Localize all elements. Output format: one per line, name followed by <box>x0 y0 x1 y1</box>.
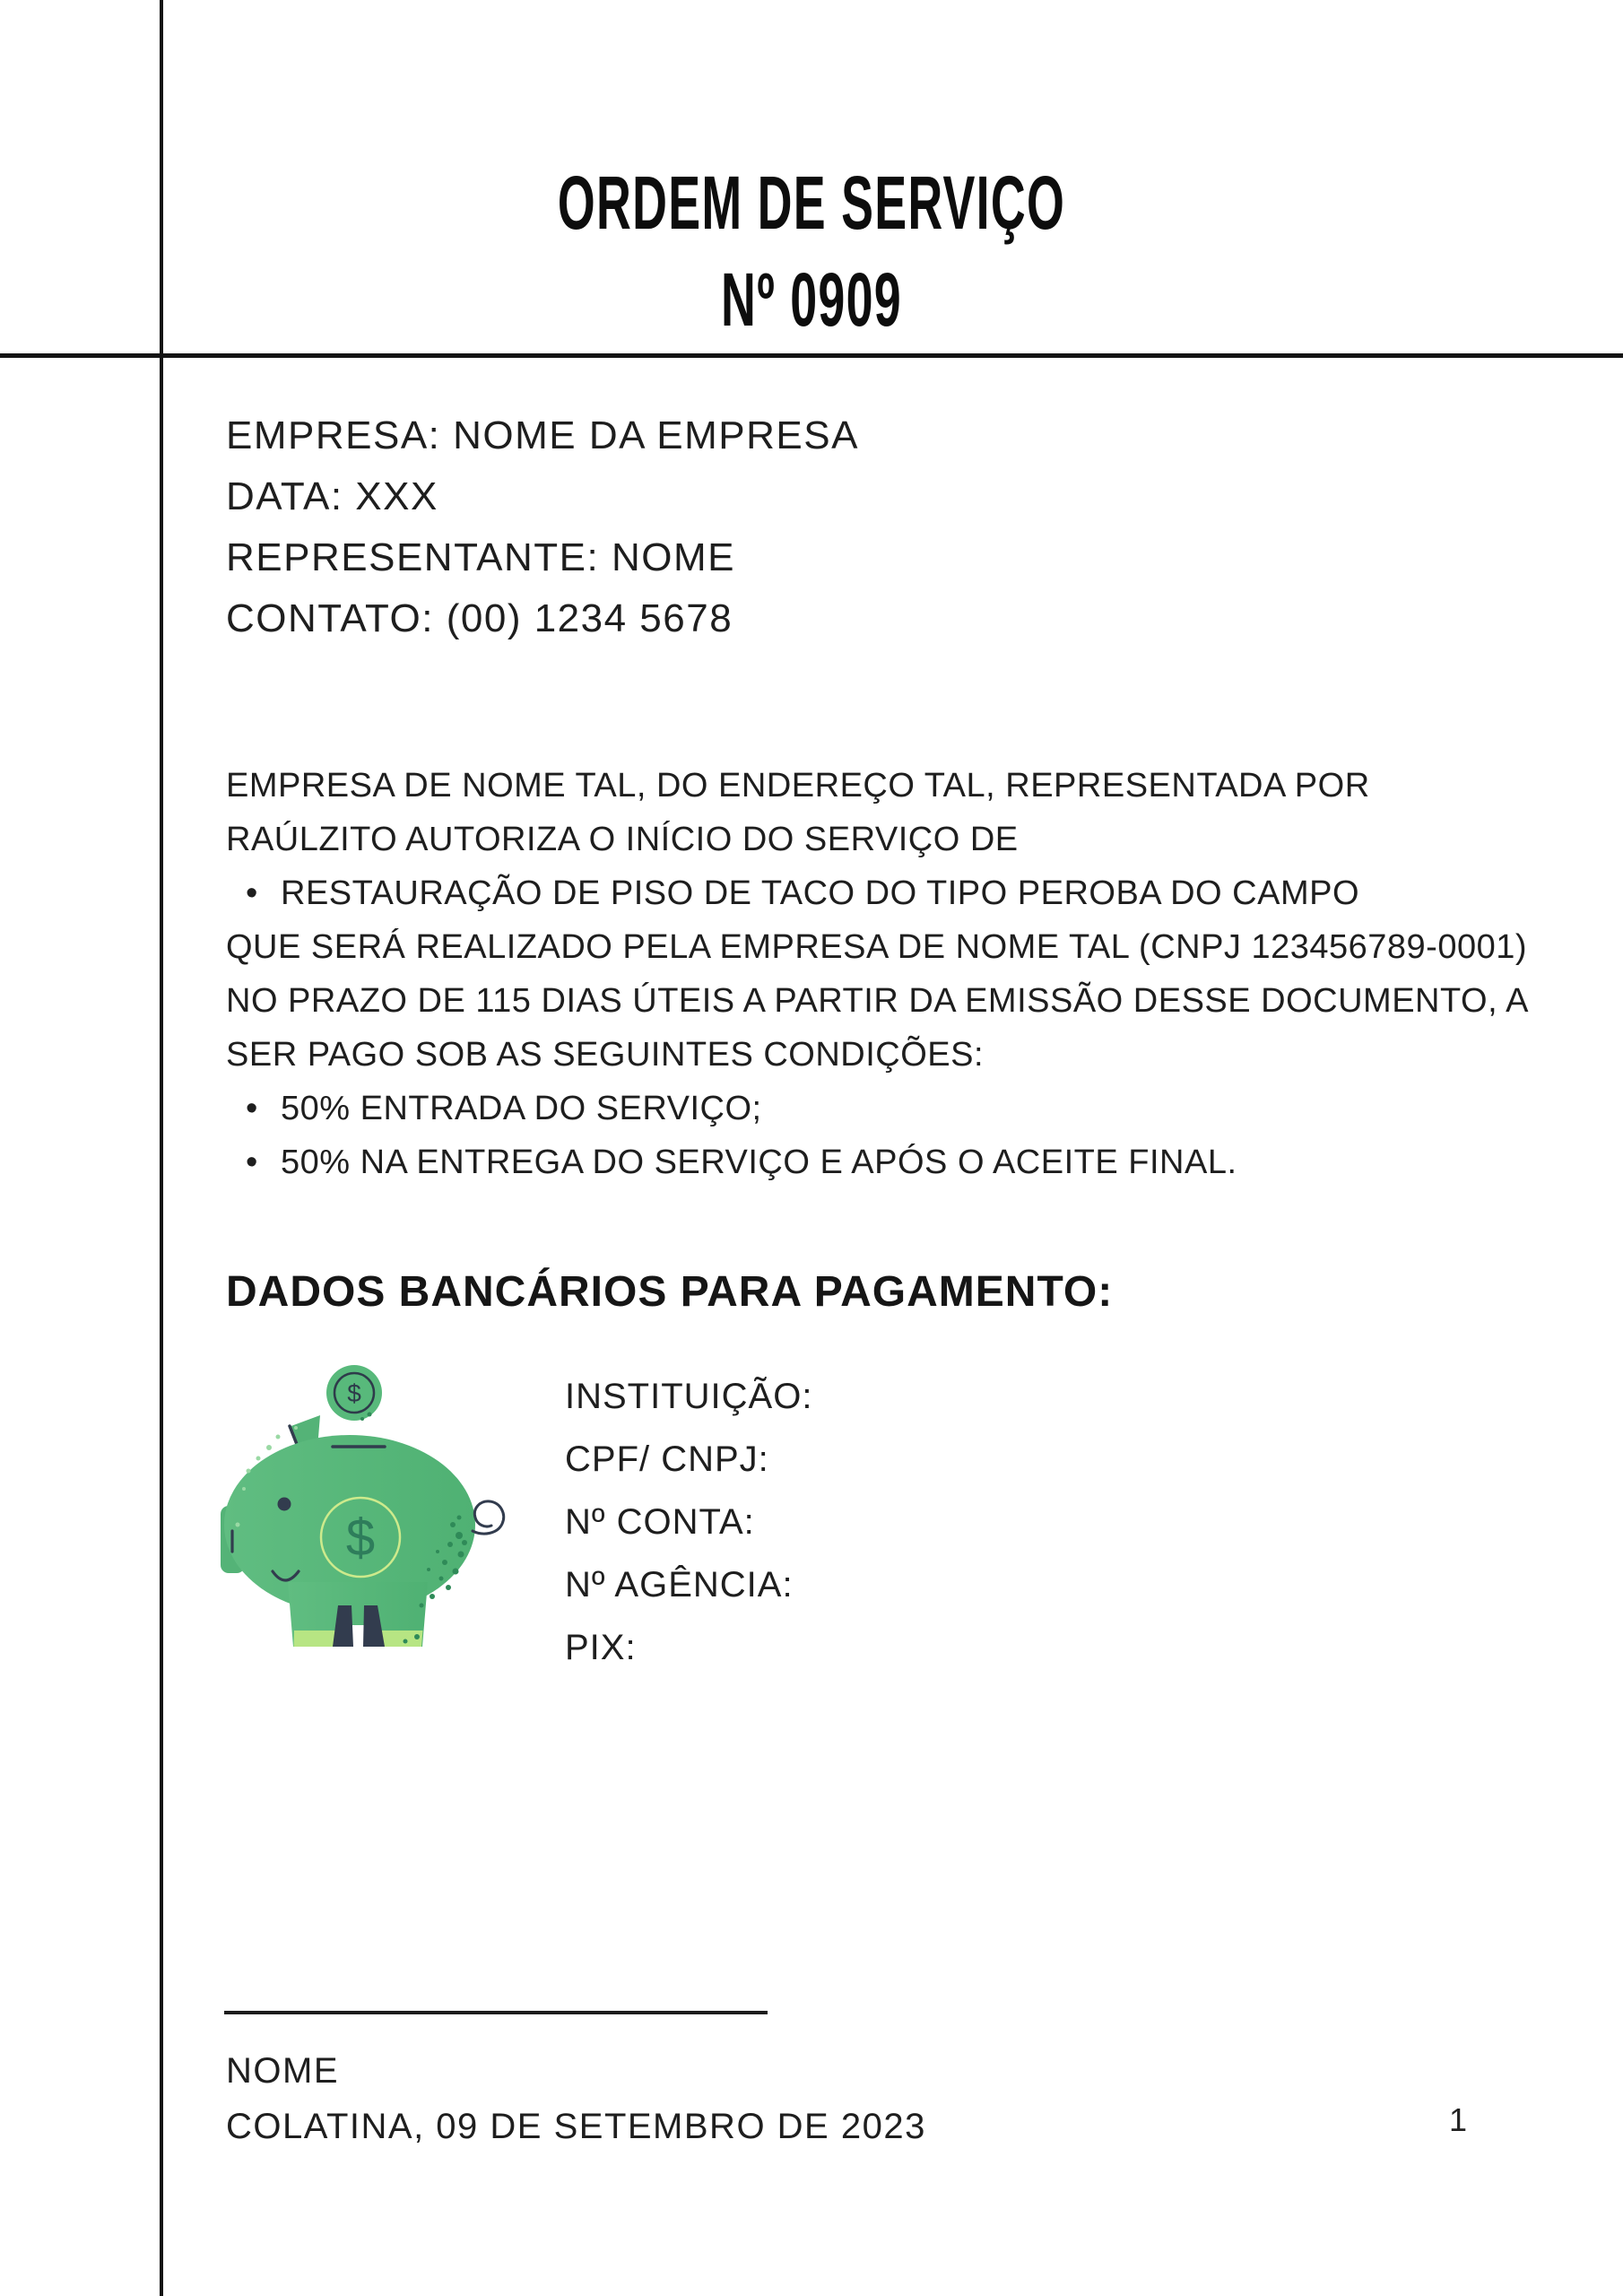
bank-fields-block <box>565 1365 812 1679</box>
client-info-block <box>226 405 859 649</box>
document-header <box>292 154 1331 348</box>
header-divider-rule <box>0 353 1623 358</box>
service-authorization-text <box>226 759 1529 1189</box>
coin-icon <box>326 1365 382 1421</box>
bank-field-label: CPF/ CNPJ: <box>565 1439 769 1479</box>
signature-line <box>224 2011 768 2014</box>
service-text-line: QUE SERÁ REALIZADO PELA EMPRESA DE NOME TAL (CNPJ 123456789-0001) <box>226 928 1528 966</box>
left-margin-rule <box>160 0 163 2296</box>
bank-field-label: PIX: <box>565 1628 637 1667</box>
service-text-line: RAÚLZITO AUTORIZA O INÍCIO DO SERVIÇO DE <box>226 821 1019 858</box>
doc-title: ORDEM DE SERVIÇO <box>557 161 1066 245</box>
service-text-line: • 50% NA ENTREGA DO SERVIÇO E APÓS O ACEITE FINAL. <box>226 1135 1529 1189</box>
bullet-marker: • <box>246 1090 258 1127</box>
service-text-line: • RESTAURAÇÃO DE PISO DE TACO DO TIPO PEROBA DO CAMPO <box>226 866 1529 920</box>
client-info-line: REPRESENTANTE: NOME <box>226 535 735 579</box>
bank-data-heading: DADOS BANCÁRIOS PARA PAGAMENTO: <box>226 1268 1114 1316</box>
pig-tail <box>473 1501 504 1534</box>
service-text-line: EMPRESA DE NOME TAL, DO ENDEREÇO TAL, REPRESENTADA POR <box>226 767 1370 804</box>
service-text-line: SER PAGO SOB AS SEGUINTES CONDIÇÕES: <box>226 1036 985 1074</box>
client-info-line: EMPRESA: NOME DA EMPRESA <box>226 413 859 457</box>
service-text-line: NO PRAZO DE 115 DIAS ÚTEIS A PARTIR DA EMISSÃO DESSE DOCUMENTO, A <box>226 982 1529 1020</box>
bank-field-label: Nº CONTA: <box>565 1502 755 1542</box>
signer-name: NOME <box>226 2051 339 2091</box>
pig-body <box>221 1415 504 1647</box>
page-number: 1 <box>1449 2101 1468 2138</box>
place-and-date: COLATINA, 09 DE SETEMBRO DE 2023 <box>226 2107 926 2146</box>
doc-number: Nº 0909 <box>721 257 902 342</box>
bullet-marker: • <box>246 874 258 912</box>
client-info-line: DATA: XXX <box>226 474 438 518</box>
bank-field-label: Nº AGÊNCIA: <box>565 1565 794 1605</box>
piggy-bank-illustration <box>206 1359 520 1664</box>
bank-field-label: INSTITUIÇÃO: <box>565 1377 813 1416</box>
belly-dollar-glyph: $ <box>345 1509 376 1567</box>
pig-eye <box>278 1498 291 1511</box>
service-text-line: • 50% ENTRADA DO SERVIÇO; <box>226 1082 1529 1135</box>
coin-dollar-glyph: $ <box>347 1379 361 1407</box>
bullet-marker: • <box>246 1144 258 1181</box>
client-info-line: CONTATO: (00) 1234 5678 <box>226 596 733 640</box>
